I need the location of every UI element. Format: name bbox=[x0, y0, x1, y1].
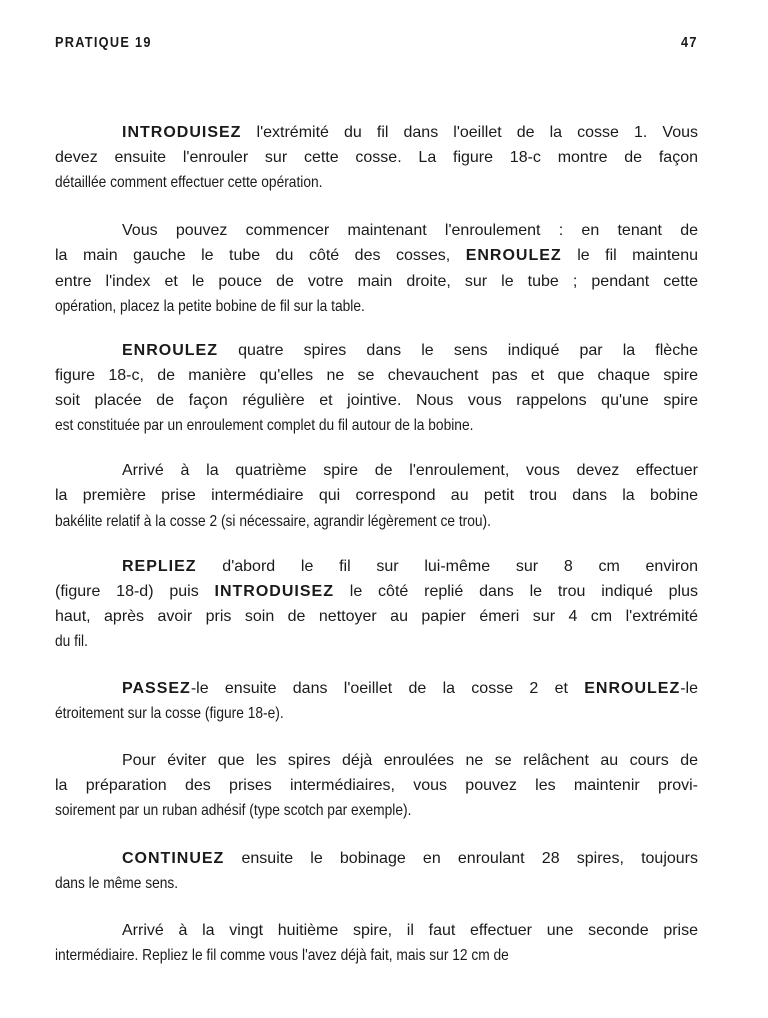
text-line bbox=[122, 750, 698, 772]
text-line bbox=[122, 460, 698, 482]
emphasis-keyword: INTRODUISEZ bbox=[214, 583, 334, 600]
line-text: la main gauche le tube du côté des cosses, bbox=[55, 247, 466, 264]
text-line bbox=[55, 147, 698, 169]
text-line bbox=[122, 220, 698, 242]
line-text: bakélite relatif à la cosse 2 (si nécessaire, agrandir légèrement ce trou). bbox=[55, 513, 491, 530]
text-line bbox=[55, 390, 698, 412]
line-text: dans le même sens. bbox=[55, 875, 179, 892]
emphasis-keyword: PASSEZ bbox=[122, 680, 191, 697]
line-text: l'extrémité du fil dans l'oeillet de la cosse 1. Vous bbox=[241, 124, 698, 141]
line-text: Vous pouvez commencer maintenant l'enroulement : en tenant de bbox=[122, 222, 698, 239]
text-line bbox=[122, 340, 698, 362]
text-line bbox=[55, 606, 698, 628]
line-text: soirement par un ruban adhésif (type scotch par exemple). bbox=[55, 802, 412, 819]
emphasis-keyword: ENROULEZ bbox=[122, 342, 218, 359]
line-text: -le ensuite dans l'oeillet de la cosse 2 et bbox=[190, 680, 585, 697]
text-line bbox=[55, 485, 698, 507]
line-text: d'abord le fil sur lui-même sur 8 cm environ bbox=[196, 558, 698, 575]
line-text: opération, placez la petite bobine de fil sur la table. bbox=[55, 298, 365, 315]
line-text: détaillée comment effectuer cette opération. bbox=[55, 174, 323, 191]
line-text: du fil. bbox=[55, 633, 88, 650]
text-line bbox=[55, 415, 698, 437]
text-line bbox=[122, 122, 698, 144]
text-line bbox=[122, 848, 698, 870]
text-line bbox=[55, 172, 698, 194]
emphasis-keyword: ENROULEZ bbox=[584, 680, 681, 697]
line-text: soit placée de façon régulière et jointive. Nous vous rappelons qu'une spire bbox=[55, 392, 698, 409]
text-line bbox=[55, 631, 698, 653]
text-line bbox=[55, 271, 698, 293]
line-text: le fil maintenu bbox=[561, 247, 698, 264]
line-text: Pour éviter que les spires déjà enroulées ne se relâchent au cours de bbox=[122, 752, 698, 769]
line-text: (figure 18-d) puis bbox=[55, 583, 215, 600]
line-text: intermédiaire. Repliez le fil comme vous l'avez déjà fait, mais sur 12 cm de bbox=[55, 947, 509, 964]
text-line bbox=[122, 920, 698, 942]
text-line bbox=[55, 775, 698, 797]
line-text: est constituée par un enroulement complet du fil autour de la bobine. bbox=[55, 417, 474, 434]
line-text: la première prise intermédiaire qui correspond au petit trou dans la bobine bbox=[55, 487, 698, 504]
text-line bbox=[55, 873, 698, 895]
line-text: la préparation des prises intermédiaires, vous pouvez les maintenir provi- bbox=[55, 777, 698, 794]
text-line bbox=[55, 365, 698, 387]
line-text: -le bbox=[680, 680, 698, 697]
emphasis-keyword: CONTINUEZ bbox=[122, 850, 225, 867]
text-line bbox=[55, 296, 698, 318]
text-line bbox=[55, 511, 698, 533]
line-text: étroitement sur la cosse (figure 18-e). bbox=[55, 705, 284, 722]
text-line bbox=[55, 800, 698, 822]
emphasis-keyword: REPLIEZ bbox=[122, 558, 197, 575]
line-text: Arrivé à la quatrième spire de l'enroulement, vous devez effectuer bbox=[122, 462, 698, 479]
line-text: ensuite le bobinage en enroulant 28 spires, toujours bbox=[224, 850, 698, 867]
line-text: le côté replié dans le trou indiqué plus bbox=[333, 583, 699, 600]
text-line bbox=[55, 945, 698, 967]
line-text: devez ensuite l'enrouler sur cette cosse. La figure 18-c montre de façon bbox=[55, 149, 698, 166]
line-text: haut, après avoir pris soin de nettoyer au papier émeri sur 4 cm l'extrémité bbox=[55, 608, 698, 625]
line-text: Arrivé à la vingt huitième spire, il faut effectuer une seconde prise bbox=[122, 922, 698, 939]
emphasis-keyword: ENROULEZ bbox=[465, 247, 562, 264]
running-header-title: PRATIQUE 19 bbox=[55, 34, 152, 51]
text-line bbox=[55, 703, 698, 725]
text-line bbox=[122, 556, 698, 578]
emphasis-keyword: INTRODUISEZ bbox=[122, 124, 242, 141]
line-text: quatre spires dans le sens indiqué par la flèche bbox=[218, 342, 698, 359]
text-line bbox=[122, 678, 698, 700]
line-text: entre l'index et le pouce de votre main droite, sur le tube ; pendant cette bbox=[55, 273, 698, 290]
page-number: 47 bbox=[681, 34, 698, 51]
text-line bbox=[55, 245, 698, 267]
text-line bbox=[55, 581, 698, 603]
line-text: figure 18-c, de manière qu'elles ne se chevauchent pas et que chaque spire bbox=[55, 367, 698, 384]
